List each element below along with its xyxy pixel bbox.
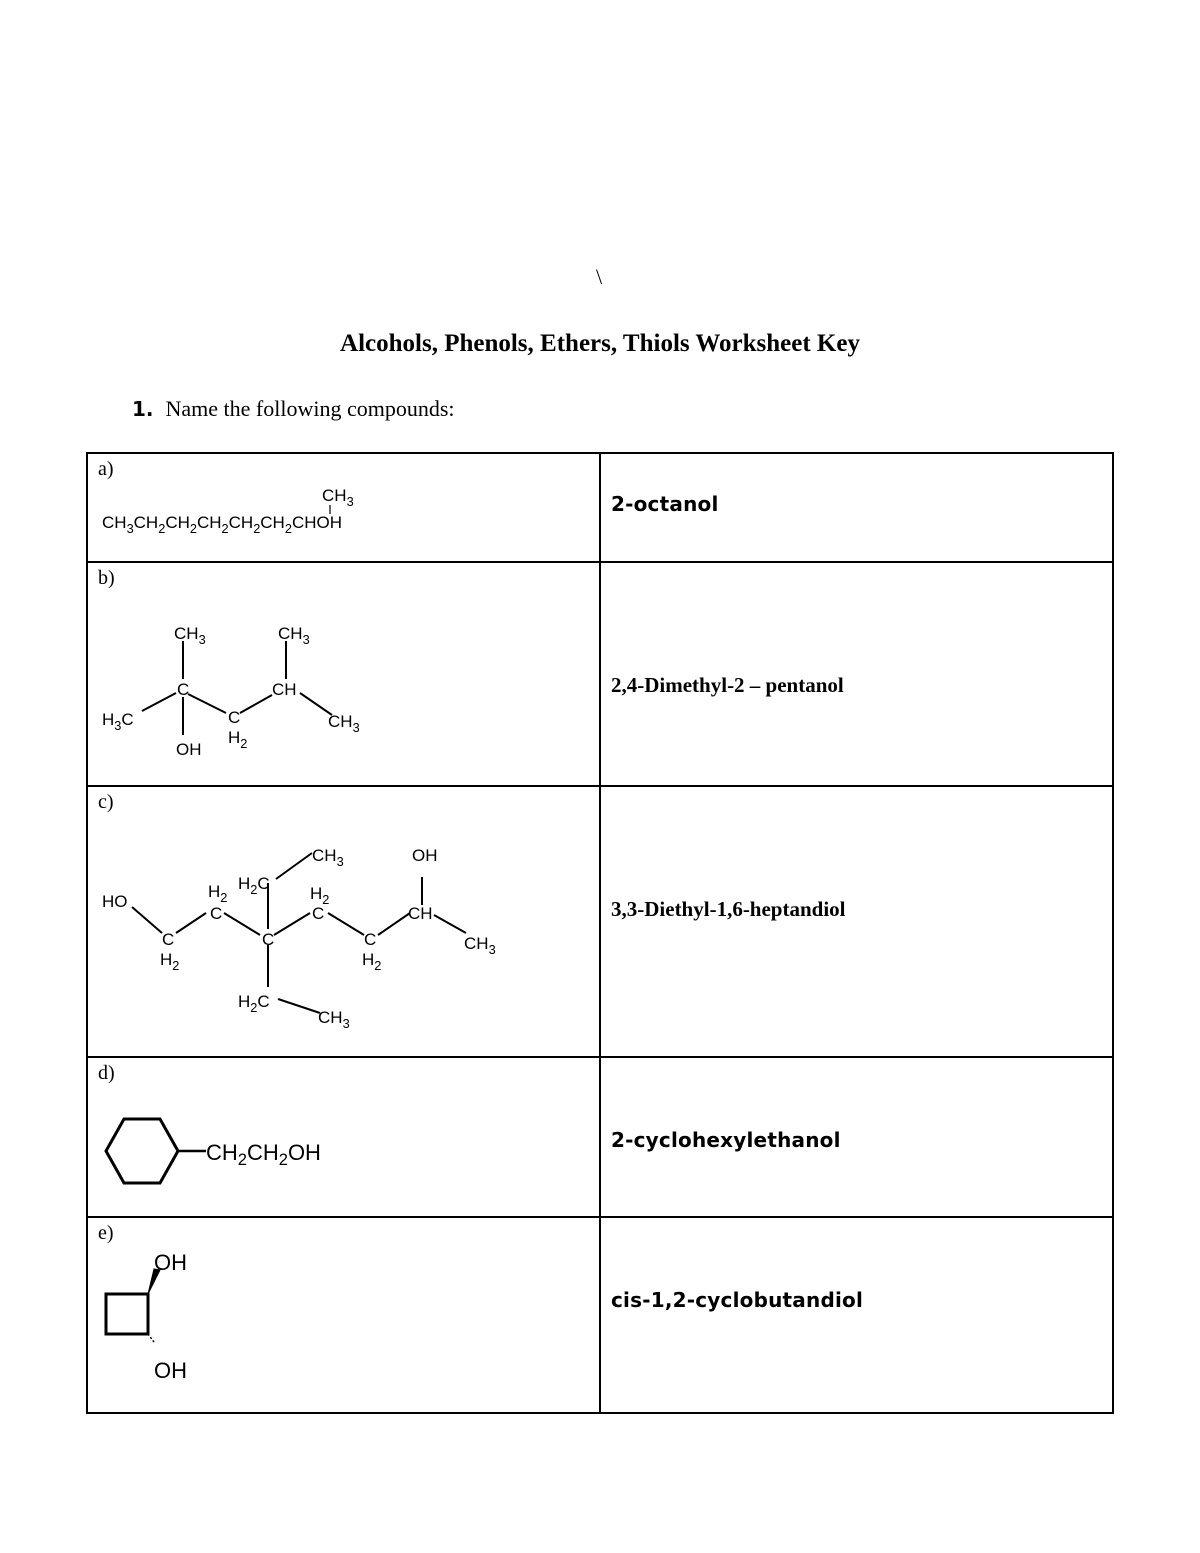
row-label: b) <box>98 567 115 589</box>
branch-ch3: $CH_3$ <box>322 486 354 509</box>
structure-cell-b <box>87 562 600 786</box>
structure-b <box>88 563 599 785</box>
carbon-2: C <box>210 904 223 923</box>
row-label: e) <box>98 1222 114 1244</box>
carbon-3: C <box>262 930 275 949</box>
h2-label: $H_2$ <box>228 728 248 751</box>
h2c-bottom: $H_2C$ <box>238 992 270 1015</box>
compounds-table <box>86 452 1114 1414</box>
carbon-4: C <box>312 904 325 923</box>
table-row <box>87 786 1113 1057</box>
ethanol-chain: $CH_2CH_2OH$ <box>206 1140 321 1169</box>
answer-a: 2-octanol <box>611 492 719 516</box>
oh-group: OH <box>176 740 202 759</box>
h2-1: $H_2$ <box>160 950 180 973</box>
table-row <box>87 1057 1113 1217</box>
structure-e <box>88 1218 599 1412</box>
ch3-bottom: $CH_3$ <box>318 1008 350 1031</box>
structure-cell-c <box>87 786 600 1057</box>
cyclobutane-ring <box>106 1294 148 1334</box>
table-row <box>87 562 1113 786</box>
answer-d: 2-cyclohexylethanol <box>611 1128 841 1152</box>
row-label: d) <box>98 1062 115 1084</box>
question-number: 1. <box>132 397 154 421</box>
answer-cell-a <box>600 453 1113 562</box>
ch3-end: $CH_3$ <box>328 712 360 735</box>
answer-c: 3,3-Diethyl-1,6-heptandiol <box>611 897 846 921</box>
carbon-1: C <box>162 930 175 949</box>
ch-group: CH <box>408 904 433 923</box>
ch3-left: $CH_3$ <box>174 624 206 647</box>
h2-5: $H_2$ <box>362 950 382 973</box>
ch3-right: $CH_3$ <box>278 624 310 647</box>
table-row <box>87 1217 1113 1413</box>
answer-cell-d <box>600 1057 1113 1217</box>
stray-mark: \ <box>596 264 603 289</box>
table-row <box>87 453 1113 562</box>
ch3-top: $CH_3$ <box>312 846 344 869</box>
h2c-top: $H_2C$ <box>238 874 270 897</box>
structure-cell-d <box>87 1057 600 1217</box>
question-text: Name the following compounds: <box>165 396 455 421</box>
structure-a <box>88 454 599 561</box>
worksheet-title: Alcohols, Phenols, Ethers, Thiols Worksheet Key <box>340 330 860 357</box>
structure-cell-a <box>87 453 600 562</box>
oh-group: OH <box>412 846 438 865</box>
answer-cell-b <box>600 562 1113 786</box>
carbon-5: C <box>364 930 377 949</box>
answer-e: cis-1,2-cyclobutandiol <box>611 1288 864 1312</box>
answer-cell-c <box>600 786 1113 1057</box>
structure-cell-e <box>87 1217 600 1413</box>
h2-3: $H_2$ <box>310 884 330 907</box>
structure-c <box>88 787 599 1056</box>
oh-top: OH <box>154 1250 187 1275</box>
ch3-end: $CH_3$ <box>464 934 496 957</box>
carbon-2: C <box>177 680 190 699</box>
answer-cell-e <box>600 1217 1113 1413</box>
row-label: a) <box>98 458 114 480</box>
h3c-group: $H_3C$ <box>102 710 134 733</box>
h2-2: $H_2$ <box>208 882 228 905</box>
ho-group: HO <box>102 892 128 911</box>
main-chain: $CH_3CH_2CH_2CH_2CH_2CH_2CHOH$ <box>102 513 342 536</box>
carbon-3: C <box>228 708 241 727</box>
row-label: c) <box>98 791 114 813</box>
question-1 <box>132 396 455 422</box>
cyclohexane-ring <box>106 1119 178 1183</box>
ch-group: CH <box>272 680 297 699</box>
structure-d <box>88 1058 599 1216</box>
oh-bottom: OH <box>154 1358 187 1383</box>
answer-b: 2,4-Dimethyl-2 – pentanol <box>611 673 844 697</box>
